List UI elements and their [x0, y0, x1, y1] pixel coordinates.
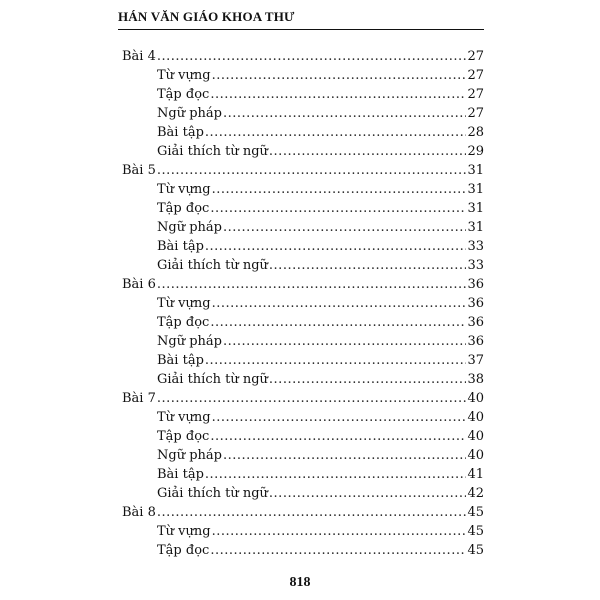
dot-leader [210, 427, 466, 446]
toc-subentry [122, 541, 484, 560]
toc-entry-page: 36 [467, 315, 484, 330]
toc-entry-page: 42 [467, 486, 484, 501]
toc-entry-page: 41 [467, 467, 484, 482]
toc-subentry [122, 522, 484, 541]
toc-subentry [122, 294, 484, 313]
toc-entry-page: 27 [467, 49, 484, 64]
dot-leader [205, 351, 467, 370]
toc-subentry [122, 465, 484, 484]
toc-entry-label: Bài tập [157, 125, 204, 140]
toc-subentry [122, 218, 484, 237]
toc-entry-page: 27 [467, 87, 484, 102]
toc-lesson-entry [122, 275, 484, 294]
toc-entry-label: Bài tập [157, 239, 204, 254]
dot-leader [212, 408, 467, 427]
toc-entry-page: 33 [467, 239, 484, 254]
toc-entry-label: Giải thích từ ngữ [157, 486, 268, 501]
toc-entry-label: Bài 8 [122, 505, 156, 520]
dot-leader [157, 389, 467, 408]
toc-subentry [122, 370, 484, 389]
toc-entry-label: Từ vựng [157, 410, 211, 425]
dot-leader [269, 370, 467, 389]
toc-entry-label: Bài tập [157, 353, 204, 368]
dot-leader [205, 237, 467, 256]
toc-entry-label: Bài 6 [122, 277, 156, 292]
dot-leader [223, 332, 466, 351]
dot-leader [157, 503, 467, 522]
dot-leader [205, 123, 467, 142]
toc-entry-label: Giải thích từ ngữ [157, 144, 268, 159]
header-rule [118, 29, 484, 30]
toc-subentry [122, 332, 484, 351]
toc-entry-label: Giải thích từ ngữ [157, 258, 268, 273]
toc-entry-page: 37 [467, 353, 484, 368]
dot-leader [223, 104, 466, 123]
toc-subentry [122, 199, 484, 218]
toc-entry-label: Bài 4 [122, 49, 156, 64]
dot-leader [212, 522, 467, 541]
toc-entry-page: 36 [467, 334, 484, 349]
toc-subentry [122, 104, 484, 123]
dot-leader [210, 313, 466, 332]
toc-entry-label: Ngữ pháp [157, 448, 222, 463]
dot-leader [212, 66, 467, 85]
toc-entry-page: 31 [467, 182, 484, 197]
toc-subentry [122, 85, 484, 104]
toc-subentry [122, 351, 484, 370]
toc-entry-label: Tập đọc [157, 201, 210, 216]
toc-subentry [122, 142, 484, 161]
toc-entry-page: 33 [467, 258, 484, 273]
toc-subentry [122, 237, 484, 256]
toc-entry-page: 27 [467, 68, 484, 83]
toc-entry-label: Tập đọc [157, 543, 210, 558]
toc-subentry [122, 180, 484, 199]
dot-leader [269, 142, 467, 161]
toc-entry-page: 40 [467, 391, 484, 406]
toc-entry-label: Từ vựng [157, 68, 211, 83]
dot-leader [157, 47, 467, 66]
toc-entry-label: Từ vựng [157, 182, 211, 197]
toc-lesson-entry [122, 389, 484, 408]
toc-entry-label: Từ vựng [157, 296, 211, 311]
toc-entry-label: Tập đọc [157, 315, 210, 330]
toc-entry-page: 40 [467, 429, 484, 444]
dot-leader [210, 541, 466, 560]
dot-leader [205, 465, 467, 484]
dot-leader [210, 199, 466, 218]
toc-subentry [122, 427, 484, 446]
toc-entry-label: Tập đọc [157, 87, 210, 102]
toc-entry-label: Ngữ pháp [157, 334, 222, 349]
toc-subentry [122, 256, 484, 275]
toc-entry-page: 45 [467, 543, 484, 558]
toc-entry-label: Ngữ pháp [157, 106, 222, 121]
toc-entry-label: Ngữ pháp [157, 220, 222, 235]
toc-entry-page: 31 [467, 220, 484, 235]
toc-entry-page: 31 [467, 163, 484, 178]
toc-lesson-entry [122, 503, 484, 522]
dot-leader [210, 85, 466, 104]
toc-entry-label: Giải thích từ ngữ [157, 372, 268, 387]
toc-subentry [122, 446, 484, 465]
toc-entry-page: 36 [467, 277, 484, 292]
page-number: 818 [289, 575, 311, 590]
dot-leader [157, 275, 467, 294]
toc-entry-page: 40 [467, 448, 484, 463]
toc-subentry [122, 123, 484, 142]
toc-lesson-entry [122, 47, 484, 66]
toc-entry-page: 36 [467, 296, 484, 311]
toc-entry-label: Tập đọc [157, 429, 210, 444]
toc-subentry [122, 313, 484, 332]
toc-entry-page: 27 [467, 106, 484, 121]
toc-subentry [122, 408, 484, 427]
toc-entry-label: Bài tập [157, 467, 204, 482]
toc-entry-label: Bài 5 [122, 163, 156, 178]
dot-leader [223, 446, 466, 465]
dot-leader [269, 484, 467, 503]
dot-leader [212, 180, 467, 199]
table-of-contents [122, 47, 484, 560]
toc-entry-page: 31 [467, 201, 484, 216]
dot-leader [223, 218, 466, 237]
toc-entry-page: 28 [467, 125, 484, 140]
toc-entry-page: 38 [467, 372, 484, 387]
toc-entry-page: 45 [467, 524, 484, 539]
dot-leader [157, 161, 467, 180]
toc-entry-page: 29 [467, 144, 484, 159]
dot-leader [269, 256, 467, 275]
dot-leader [212, 294, 467, 313]
toc-entry-page: 40 [467, 410, 484, 425]
toc-lesson-entry [122, 161, 484, 180]
toc-subentry [122, 66, 484, 85]
toc-entry-page: 45 [467, 505, 484, 520]
toc-entry-label: Bài 7 [122, 391, 156, 406]
toc-subentry [122, 484, 484, 503]
running-header: HÁN VĂN GIÁO KHOA THƯ [118, 9, 295, 24]
toc-entry-label: Từ vựng [157, 524, 211, 539]
